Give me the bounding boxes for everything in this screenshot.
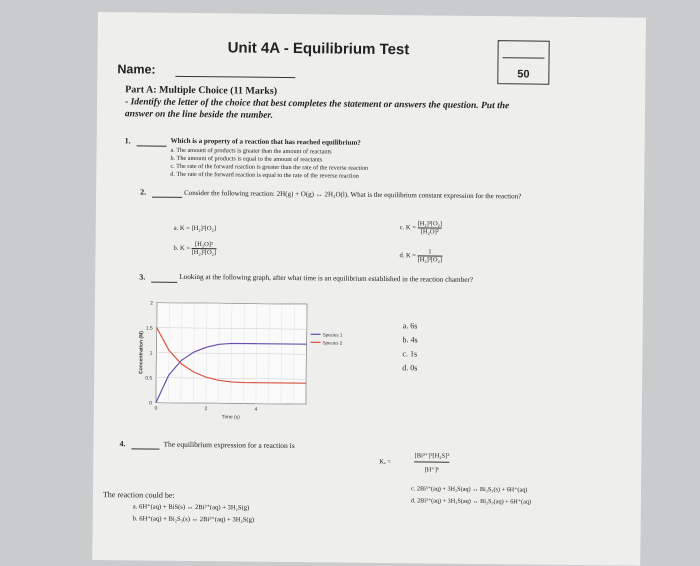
option-letter: b. — [403, 335, 409, 344]
k-denominator: [H⁺]⁶ — [414, 461, 449, 473]
k-numerator: [H₂O]² — [192, 241, 217, 248]
q1-option-d — [170, 171, 359, 180]
legend-label: Species 2 — [323, 340, 343, 345]
k-fraction — [192, 241, 217, 256]
q4-number: 4. — [119, 439, 125, 448]
option-text: 2Bi³⁺(aq) + 3H₂S(aq) ↔ Bi₂S₃(aq) + 6H⁺(aq) — [417, 497, 531, 505]
option-letter: c. — [402, 349, 408, 358]
q4-option-c — [411, 485, 527, 493]
k-label: Kₑ = — [379, 458, 391, 465]
option-letter: c. — [411, 485, 415, 492]
q1-answer-line[interactable] — [137, 145, 167, 146]
option-text: 2Bi³⁺(aq) + 3H₂S(aq) ↔ Bi₂S₃(s) + 6H⁺(aq) — [417, 485, 528, 493]
score-divider — [503, 57, 545, 58]
k-numerator: [Bi³⁺]²[H₂S]³ — [415, 451, 450, 461]
k-numerator: [H₂]²[O₂] — [418, 220, 443, 227]
option-text: 6H⁺(aq) + BiS(s) ↔ 2Bi³⁺(aq) + 3H₂S(g) — [139, 503, 249, 511]
k-label: K = — [406, 224, 416, 231]
score-box[interactable] — [497, 40, 549, 85]
k-label: K = — [180, 245, 190, 252]
x-tick-label: 2 — [204, 406, 207, 412]
option-text: 4s — [411, 335, 418, 344]
k-numerator: 1 — [418, 248, 443, 255]
q2-option-d — [399, 248, 442, 263]
test-page — [92, 12, 646, 566]
q4-text: The equilibrium expression for a reaction is — [163, 440, 294, 450]
y-tick-label: 0.5 — [145, 376, 152, 382]
part-a-heading: Part A: Multiple Choice (11 Marks) — [125, 84, 277, 97]
k-denominator: [H₂]²[O₂] — [418, 255, 443, 263]
part-a-instructions: - Identify the letter of the choice that best completes the statement or answers the question. Put the answer on the line beside the number. — [125, 96, 525, 124]
option-letter: d. — [399, 252, 404, 259]
q3-text: Looking at the following graph, after what time is an equilibrium established in the reaction chamber? — [179, 273, 473, 284]
k-denominator: [H₂O]² — [417, 227, 442, 235]
option-letter: d. — [170, 171, 175, 178]
option-text: 0s — [410, 363, 417, 372]
k-fraction — [418, 248, 443, 263]
q2-answer-line[interactable] — [152, 197, 182, 198]
score-total: 50 — [498, 68, 548, 81]
q3-option-c — [402, 349, 417, 358]
option-text: 1s — [410, 349, 417, 358]
q3-concentration-chart — [134, 292, 340, 424]
option-letter: d. — [402, 363, 408, 372]
q4-option-b — [133, 514, 255, 523]
option-letter: a. — [133, 503, 138, 510]
q4-option-a — [133, 502, 250, 511]
q3-option-d — [402, 363, 417, 372]
name-label: Name: — [117, 62, 155, 76]
option-text: The amount of products is greater than the amount of reactants — [176, 147, 331, 156]
option-text: The amount of products is equal to the amount of reactants — [177, 155, 323, 164]
k-fraction — [417, 220, 442, 235]
q2-option-b — [173, 241, 216, 256]
q2-number: 2. — [140, 187, 146, 196]
q3-answer-line[interactable] — [151, 282, 177, 283]
q4-k-expression — [379, 451, 449, 474]
option-letter: b. — [173, 245, 178, 252]
q2-text: Consider the following reaction: 2H(g) + O(g) ↔ 2H₂O(l). What is the equilibrium constant expression for the reaction? — [184, 188, 564, 202]
q4-answer-line[interactable] — [131, 448, 159, 449]
option-text: The rate of the forward reaction is greater than the rate of the reverse reaction — [176, 163, 368, 172]
option-letter: a. — [171, 147, 175, 154]
k-label: K = — [180, 225, 190, 232]
q1-text: Which is a property of a reaction that has reached equilibrium? — [171, 137, 361, 147]
x-tick-label: 4 — [254, 407, 257, 413]
option-text: 6s — [410, 321, 417, 330]
option-letter: c. — [170, 163, 174, 170]
q3-option-a — [403, 321, 418, 330]
x-axis-label: Time (s) — [222, 414, 241, 420]
k-expression: [H₂]²[O₂] — [191, 225, 216, 232]
y-tick-label: 1 — [150, 351, 153, 357]
y-axis-label: Concentration (M) — [138, 331, 144, 374]
q4-lead-text: The reaction could be: — [103, 490, 175, 500]
option-letter: c. — [400, 224, 405, 231]
k-label: K = — [406, 252, 416, 259]
q1-number: 1. — [125, 136, 131, 145]
x-tick-label: 0 — [154, 406, 157, 412]
option-letter: d. — [411, 497, 416, 504]
legend-label: Species 1 — [323, 332, 343, 337]
q2-option-a — [174, 225, 216, 232]
option-text: The rate of the forward reaction is equal to the rate of the reverse reaction — [176, 171, 359, 180]
y-tick-label: 1.5 — [146, 326, 153, 332]
option-letter: a. — [174, 225, 179, 232]
q3-option-b — [403, 335, 418, 344]
option-letter: a. — [403, 321, 409, 330]
y-tick-label: 0 — [149, 401, 152, 407]
k-fraction — [414, 451, 449, 473]
q2-option-c — [400, 220, 442, 235]
q4-option-d — [411, 497, 531, 505]
name-field-line[interactable] — [175, 76, 295, 78]
option-letter: b. — [170, 155, 175, 162]
q3-number: 3. — [139, 272, 145, 281]
option-text: 6H⁺(aq) + Bi₂S₃(s) ↔ 2Bi³⁺(aq) + 3H₂S(g) — [139, 515, 254, 523]
page-title: Unit 4A - Equilibrium Test — [228, 39, 410, 58]
k-denominator: [H₂]²[O₂] — [192, 248, 217, 256]
y-tick-label: 2 — [150, 301, 153, 307]
option-letter: b. — [133, 515, 138, 522]
